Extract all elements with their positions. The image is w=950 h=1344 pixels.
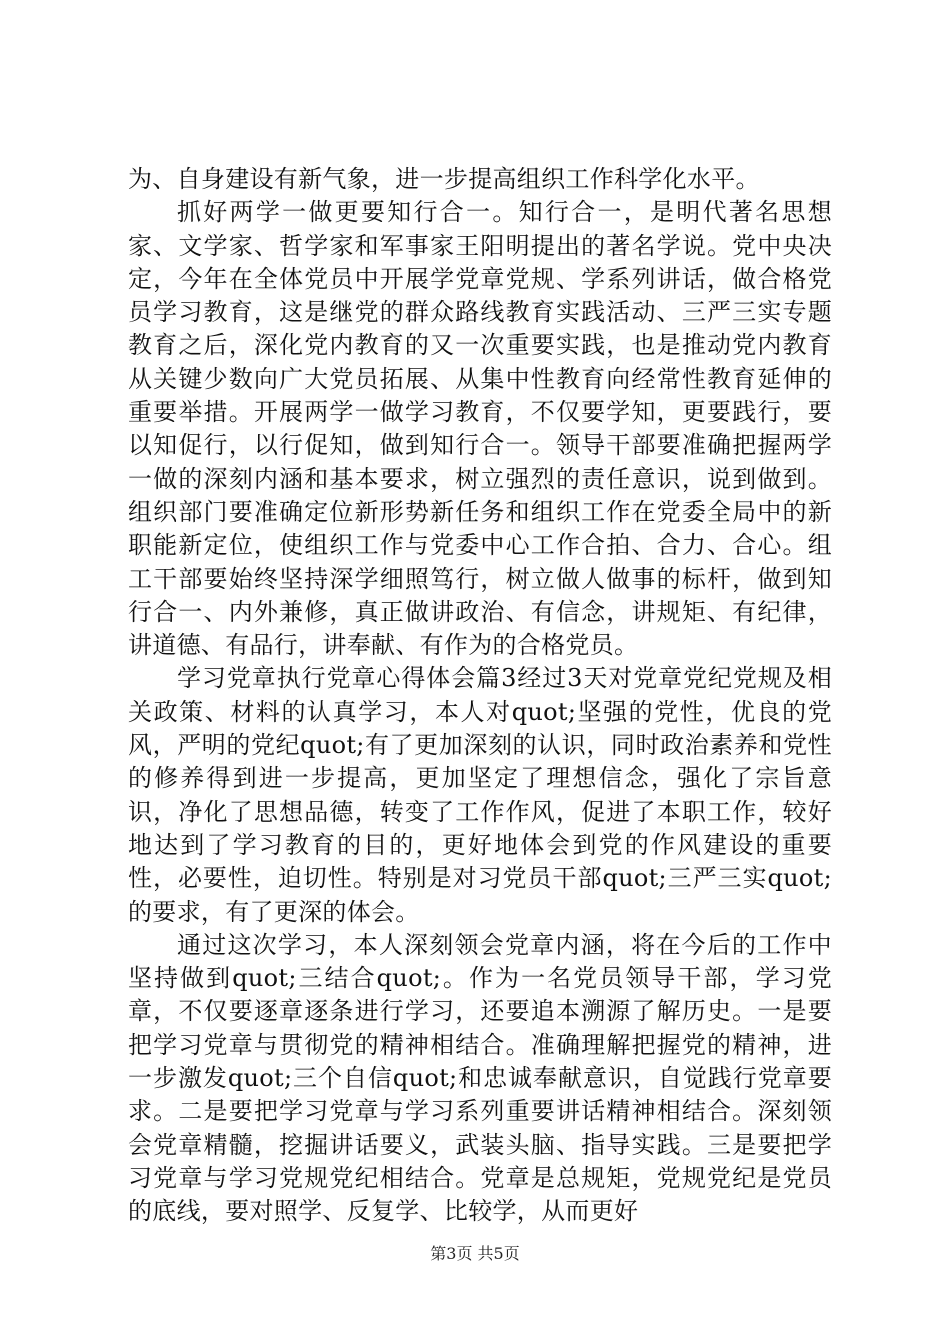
document-body [128, 163, 832, 1229]
page-footer [0, 1244, 950, 1264]
paragraph-continuation: 为、自身建设有新气象，进一步提高组织工作科学化水平。 [128, 165, 760, 193]
paragraph-zhixing-heyi: 抓好两学一做更要知行合一。知行合一，是明代著名思想家、文学家、哲学家和军事家王阳明提出的著名学说。党中央决定，今年在全体党员中开展学党章党规、学系列讲话，做合格党员学习教育，这是继党的群众路线教育实践活动、三严三实专题教育之后，深化党内教育的又一次重要实践，也是推动党内教育从关键少数向广大党员拓展、从集中性教育向经常性教育延伸的重要举措。开展两学一做学习教育，不仅要学知，更要践行，要以知促行，以行促知，做到知行合一。领导干部要准确把握两学一做的深刻内涵和基本要求，树立强烈的责任意识，说到做到。组织部门要准确定位新形势新任务和组织工作在党委全局中的新职能新定位，使组织工作与党委中心工作合拍、合力、合心。组工干部要始终坚持深学细照笃行，树立做人做事的标杆，做到知行合一、内外兼修，真正做讲政治、有信念，讲规矩、有纪律，讲道德、有品行，讲奉献、有作为的合格党员。 [128, 198, 832, 660]
paragraph-xinde-tihui-3: 学习党章执行党章心得体会篇3经过3天对党章党纪党规及相关政策、材料的认真学习，本人对quot;坚强的党性，优良的党风，严明的党纪quot;有了更加深刻的认识，同时政治素养和党性的修养得到进一步提高，更加坚定了理想信念，强化了宗旨意识，净化了思想品德，转变了工作作风，促进了本职工作，较好地达到了学习教育的目的，更好地体会到党的作风建设的重要性，必要性，迫切性。特别是对习党员干部quot;三严三实quot;的要求，有了更深的体会。 [128, 664, 832, 926]
page-number-label: 第3页 共5页 [430, 1244, 520, 1263]
paragraph-san-jiehe: 通过这次学习，本人深刻领会党章内涵，将在今后的工作中坚持做到quot;三结合quot;。作为一名党员领导干部，学习党章，不仅要逐章逐条进行学习，还要追本溯源了解历史。一是要把学习党章与贯彻党的精神相结合。准确理解把握党的精神，进一步激发quot;三个自信quot;和忠诚奉献意识，自觉践行党章要求。二是要把学习党章与学习系列重要讲话精神相结合。深刻领会党章精髓，挖掘讲话要义，武装头脑、指导实践。三是要把学习党章与学习党规党纪相结合。党章是总规矩，党规党纪是党员的底线，要对照学、反复学、比较学，从而更好 [128, 930, 832, 1226]
